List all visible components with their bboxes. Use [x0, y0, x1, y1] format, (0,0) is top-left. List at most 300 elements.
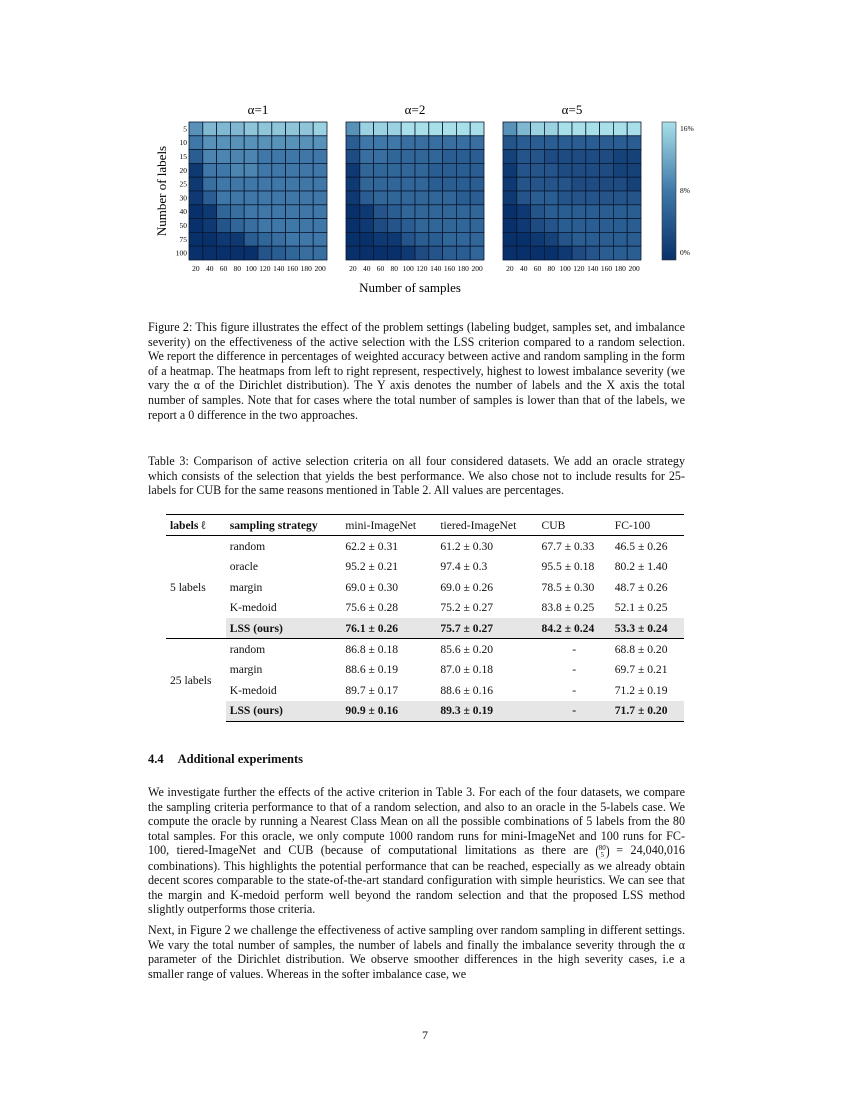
- heatmap-cell: [189, 232, 203, 246]
- panel-title: α=1: [247, 102, 269, 117]
- heatmap-cell: [544, 122, 558, 136]
- table-cell: 78.5 ± 0.30: [541, 580, 595, 594]
- heatmap-cell: [415, 136, 429, 150]
- table-caption: [148, 454, 685, 504]
- table-cell: 48.7 ± 0.26: [614, 580, 668, 594]
- table-row: [166, 557, 684, 577]
- page-number: 7: [422, 1028, 428, 1042]
- heatmap-cell: [627, 163, 641, 177]
- y-tick-label: 25: [179, 179, 187, 189]
- heatmap-cell: [360, 163, 374, 177]
- heatmap-cell: [544, 191, 558, 205]
- heatmap-cell: [503, 205, 517, 219]
- heatmap-cell: [230, 246, 244, 260]
- column-header: sampling strategy: [226, 515, 342, 536]
- x-tick-label: 80: [390, 264, 399, 273]
- heatmap-cell: [613, 150, 627, 164]
- heatmap-cell: [415, 232, 429, 246]
- heatmap-cell: [189, 205, 203, 219]
- heatmap-cell: [286, 205, 300, 219]
- table-cell: 69.0 ± 0.30: [345, 580, 399, 594]
- heatmap-cell: [189, 177, 203, 191]
- heatmap-cell: [299, 232, 313, 246]
- heatmap-cell: [415, 122, 429, 136]
- table-row: [166, 660, 684, 680]
- group-label: 5 labels: [170, 580, 206, 594]
- heatmap-cell: [374, 122, 388, 136]
- heatmap-cell: [217, 136, 231, 150]
- heatmap-cell: [600, 232, 614, 246]
- heatmap-cell: [203, 219, 217, 233]
- heatmap-cell: [544, 177, 558, 191]
- table-cell: K-medoid: [229, 601, 277, 615]
- heatmap-cell: [346, 163, 360, 177]
- heatmap-cell: [627, 150, 641, 164]
- heatmap-cell: [517, 205, 531, 219]
- heatmap-cell: [313, 177, 327, 191]
- table-cell: K-medoid: [229, 683, 277, 697]
- panel-title: α=5: [561, 102, 583, 117]
- heatmap-cell: [443, 191, 457, 205]
- heatmap-cell: [374, 205, 388, 219]
- heatmap-cell: [600, 219, 614, 233]
- heatmap-cell: [203, 232, 217, 246]
- x-axis-label: Number of samples: [359, 280, 461, 295]
- binom-bottom: 5: [600, 850, 604, 859]
- heatmap-cell: [443, 219, 457, 233]
- heatmap-cell: [415, 177, 429, 191]
- heatmap-cell: [299, 163, 313, 177]
- heatmap-cell: [387, 219, 401, 233]
- heatmap-cell: [456, 246, 470, 260]
- heatmap-cell: [627, 246, 641, 260]
- heatmap-cell: [544, 205, 558, 219]
- heatmap-cell: [544, 163, 558, 177]
- heatmap-cell: [272, 136, 286, 150]
- heatmap-cell: [189, 136, 203, 150]
- heatmap-cell: [401, 163, 415, 177]
- heatmap-cell: [374, 150, 388, 164]
- heatmap-cell: [544, 246, 558, 260]
- heatmap-cell: [517, 136, 531, 150]
- heatmap-cell: [387, 136, 401, 150]
- figure-caption: [148, 320, 685, 428]
- heatmap-cell: [456, 163, 470, 177]
- heatmap-cell: [401, 150, 415, 164]
- heatmap-cell: [346, 246, 360, 260]
- heatmap-cell: [517, 163, 531, 177]
- heatmap-cell: [258, 177, 272, 191]
- heatmap-cell: [613, 122, 627, 136]
- x-tick-label: 40: [519, 264, 528, 273]
- heatmap-cell: [313, 232, 327, 246]
- heatmap-cell: [517, 150, 531, 164]
- heatmap-cell: [244, 191, 258, 205]
- table-cell: 88.6 ± 0.19: [345, 663, 399, 677]
- binomial-coefficient: [596, 845, 609, 859]
- y-tick-label: 5: [183, 124, 187, 134]
- heatmap-cell: [189, 150, 203, 164]
- x-tick-label: 20: [506, 264, 514, 273]
- heatmap-cell: [360, 177, 374, 191]
- table-cell: 85.6 ± 0.20: [436, 639, 537, 660]
- heatmap-cell: [531, 191, 545, 205]
- heatmap-cell: [456, 122, 470, 136]
- x-tick-label: 60: [219, 264, 228, 273]
- heatmap-cell: [387, 177, 401, 191]
- heatmap-cell: [531, 177, 545, 191]
- heatmap-cell: [470, 191, 484, 205]
- heatmap-cell: [443, 232, 457, 246]
- heatmap-cell: [360, 122, 374, 136]
- heatmap-cell: [456, 150, 470, 164]
- heatmap-cell: [627, 191, 641, 205]
- column-header: CUB: [538, 515, 611, 536]
- panel-title: α=2: [404, 102, 426, 117]
- heatmap-cell: [600, 246, 614, 260]
- x-tick-label: 100: [245, 264, 257, 273]
- heatmap-cell: [613, 246, 627, 260]
- heatmap-cell: [299, 205, 313, 219]
- table-cell: 71.2 ± 0.19: [614, 683, 668, 697]
- table-cell: 53.3 ± 0.24: [611, 618, 684, 639]
- table-cell: 46.5 ± 0.26: [614, 540, 668, 554]
- heatmap-cell: [429, 177, 443, 191]
- table-cell: random: [226, 639, 342, 660]
- heatmap-cell: [470, 219, 484, 233]
- table-cell: LSS (ours): [226, 701, 342, 722]
- heatmap-cell: [217, 191, 231, 205]
- heatmap-cell: [558, 150, 572, 164]
- x-tick-label: 200: [471, 264, 483, 273]
- heatmap-cell: [443, 205, 457, 219]
- x-tick-label: 20: [349, 264, 357, 273]
- heatmap-cell: [572, 232, 586, 246]
- heatmap-cell: [572, 150, 586, 164]
- table-cell: 75.6 ± 0.28: [345, 601, 399, 615]
- heatmap-cell: [627, 177, 641, 191]
- heatmap-cell: [586, 191, 600, 205]
- heatmap-cell: [203, 191, 217, 205]
- heatmap-cell: [503, 150, 517, 164]
- heatmap-cell: [286, 246, 300, 260]
- heatmap-cell: [470, 205, 484, 219]
- heatmap-cell: [272, 232, 286, 246]
- x-tick-label: 140: [273, 264, 285, 273]
- x-tick-label: 40: [205, 264, 214, 273]
- heatmap-cell: [272, 122, 286, 136]
- heatmap-cell: [272, 191, 286, 205]
- heatmap-cell: [586, 177, 600, 191]
- heatmap-cell: [286, 136, 300, 150]
- heatmap-cell: [429, 150, 443, 164]
- heatmap-cell: [230, 232, 244, 246]
- heatmap-cell: [258, 122, 272, 136]
- table-cell: oracle: [229, 560, 259, 574]
- table-row: [166, 701, 684, 722]
- heatmap-cell: [627, 136, 641, 150]
- x-tick-label: 60: [533, 264, 542, 273]
- heatmap-cell: [401, 191, 415, 205]
- heatmap-cell: [346, 177, 360, 191]
- heatmap-cell: [230, 163, 244, 177]
- heatmap-cell: [558, 177, 572, 191]
- table-cell: 68.8 ± 0.20: [611, 639, 684, 660]
- y-axis-label: Number of labels: [154, 145, 169, 237]
- heatmap-cell: [586, 136, 600, 150]
- heatmap-cell: [217, 219, 231, 233]
- heatmap-cell: [346, 136, 360, 150]
- heatmap-cell: [443, 177, 457, 191]
- heatmap-cell: [360, 219, 374, 233]
- heatmap-cell: [600, 136, 614, 150]
- heatmap-cell: [244, 232, 258, 246]
- heatmap-cell: [544, 136, 558, 150]
- heatmap-cell: [299, 122, 313, 136]
- heatmap-cell: [503, 232, 517, 246]
- x-tick-label: 180: [457, 264, 469, 273]
- heatmap-cell: [572, 122, 586, 136]
- heatmap-cell: [244, 122, 258, 136]
- heatmap-cell: [217, 246, 231, 260]
- heatmap-cell: [217, 232, 231, 246]
- heatmap-cell: [360, 232, 374, 246]
- column-header: tiered-ImageNet: [436, 515, 537, 536]
- heatmap-cell: [415, 219, 429, 233]
- heatmap-cell: [517, 122, 531, 136]
- heatmap-cell: [313, 219, 327, 233]
- table-cell: 88.6 ± 0.16: [440, 683, 494, 697]
- heatmap-cell: [299, 150, 313, 164]
- table-row: [166, 639, 684, 660]
- section-number: 4.4: [148, 752, 164, 766]
- heatmap-cell: [627, 205, 641, 219]
- heatmap-cell: [558, 232, 572, 246]
- table-cell: 83.8 ± 0.25: [541, 601, 595, 615]
- heatmap-cell: [586, 163, 600, 177]
- table-row: [166, 536, 684, 557]
- table-cell: 61.2 ± 0.30: [440, 540, 494, 554]
- table-cell: 52.1 ± 0.25: [614, 601, 668, 615]
- paragraph-2: Next, in Figure 2 we challenge the effectiveness of active sampling over random sampling in different settings. We vary the total number of samples, the number of labels and finally the imbalance severity through the α parameter of the Dirichlet distribution. We observe smoother differences in the high severity cases, i.e a smaller range of values. Whereas in the softer imbalance case, we: [148, 922, 685, 981]
- heatmap-cell: [346, 232, 360, 246]
- heatmap-cell: [503, 122, 517, 136]
- heatmap-cell: [299, 219, 313, 233]
- heatmap-cell: [258, 205, 272, 219]
- heatmap-cell: [360, 246, 374, 260]
- heatmap-cell: [313, 136, 327, 150]
- heatmap-cell: [503, 136, 517, 150]
- heatmap-cell: [272, 246, 286, 260]
- heatmap-cell: [313, 246, 327, 260]
- x-tick-label: 160: [600, 264, 613, 273]
- heatmap-cell: [443, 246, 457, 260]
- heatmap-cell: [299, 246, 313, 260]
- x-tick-label: 200: [628, 264, 640, 273]
- heatmap-cell: [456, 136, 470, 150]
- heatmap-cell: [531, 219, 545, 233]
- heatmap-cell: [272, 163, 286, 177]
- heatmap-cell: [558, 136, 572, 150]
- table-row: [166, 618, 684, 639]
- heatmap-cell: [531, 205, 545, 219]
- heatmap-cell: [286, 219, 300, 233]
- heatmap-cell: [517, 191, 531, 205]
- colorbar-tick-label: 0%: [680, 248, 690, 257]
- heatmap-cell: [346, 219, 360, 233]
- table-cell: 69.7 ± 0.21: [614, 663, 668, 677]
- heatmap-cell: [572, 191, 586, 205]
- heatmap-cell: [572, 219, 586, 233]
- heatmap-cell: [230, 205, 244, 219]
- paragraph-1: [148, 785, 685, 917]
- heatmap-cell: [429, 246, 443, 260]
- heatmap-cell: [374, 191, 388, 205]
- x-tick-label: 140: [587, 264, 599, 273]
- heatmap-cell: [613, 177, 627, 191]
- heatmap-cell: [244, 163, 258, 177]
- heatmap-cell: [244, 150, 258, 164]
- heatmap-cell: [272, 219, 286, 233]
- x-tick-label: 20: [192, 264, 200, 273]
- heatmap-cell: [387, 232, 401, 246]
- column-header: FC-100: [611, 515, 684, 536]
- table-cell: 86.8 ± 0.18: [341, 639, 436, 660]
- heatmap-cell: [258, 232, 272, 246]
- heatmap-cell: [203, 177, 217, 191]
- heatmap-cell: [613, 163, 627, 177]
- table-cell: random: [229, 540, 266, 554]
- table-cell: -: [538, 639, 611, 660]
- section-heading: [148, 752, 317, 767]
- heatmap-cell: [244, 219, 258, 233]
- heatmap-cell: [586, 150, 600, 164]
- heatmap-cell: [456, 191, 470, 205]
- heatmap-cell: [299, 136, 313, 150]
- y-tick-label: 75: [179, 234, 187, 244]
- heatmap-cell: [203, 163, 217, 177]
- heatmap-cell: [600, 150, 614, 164]
- heatmap-cell: [203, 136, 217, 150]
- heatmap-cell: [217, 205, 231, 219]
- heatmap-cell: [503, 219, 517, 233]
- heatmap-cell: [429, 232, 443, 246]
- heatmap-cell: [387, 246, 401, 260]
- table-cell: 75.7 ± 0.27: [436, 618, 537, 639]
- heatmap-cell: [374, 232, 388, 246]
- heatmap-cell: [286, 163, 300, 177]
- heatmap-cell: [387, 122, 401, 136]
- heatmap-cell: [230, 177, 244, 191]
- heatmap-cell: [503, 177, 517, 191]
- heatmap-cell: [572, 246, 586, 260]
- heatmap-cell: [286, 232, 300, 246]
- x-tick-label: 160: [443, 264, 456, 273]
- table-row: [166, 577, 684, 597]
- heatmap-cell: [272, 150, 286, 164]
- heatmap-cell: [429, 136, 443, 150]
- heatmap-cell: [503, 163, 517, 177]
- heatmap-cell: [429, 219, 443, 233]
- x-tick-label: 120: [573, 264, 585, 273]
- heatmap-cell: [230, 122, 244, 136]
- heatmap-cell: [470, 136, 484, 150]
- heatmap-cell: [429, 191, 443, 205]
- table-cell: margin: [229, 580, 263, 594]
- heatmap-cell: [572, 205, 586, 219]
- heatmap-cell: [360, 191, 374, 205]
- table-row: [166, 598, 684, 618]
- heatmap-cell: [531, 246, 545, 260]
- table-cell: 95.5 ± 0.18: [541, 560, 595, 574]
- heatmap-cell: [531, 150, 545, 164]
- heatmap-cell: [189, 246, 203, 260]
- table-row: [166, 680, 684, 700]
- heatmap-cell: [429, 122, 443, 136]
- heatmap-cell: [517, 232, 531, 246]
- heatmap-cell: [387, 150, 401, 164]
- table-cell: 95.2 ± 0.21: [345, 560, 399, 574]
- heatmap-cell: [374, 219, 388, 233]
- paragraph-1-part-b: = 24,040,016 combinations). This highlights the potential performance that can be reached, especially as we already obtain decent scores comparable to the state-of-the-art standard configuration with simple heuristics. We can see that the margin and K-medoid perform well beyond the random selection and that the proposed LSS method slightly outperforms those criteria.: [148, 843, 685, 917]
- x-tick-label: 140: [430, 264, 442, 273]
- y-tick-label: 40: [179, 207, 187, 217]
- colorbar-tick-label: 8%: [680, 186, 690, 195]
- heatmap-cell: [443, 150, 457, 164]
- colorbar-tick-label: 16%: [680, 124, 694, 133]
- heatmap-cell: [558, 205, 572, 219]
- heatmap-cell: [586, 122, 600, 136]
- heatmap-cell: [217, 177, 231, 191]
- x-tick-label: 100: [402, 264, 414, 273]
- heatmap-cell: [189, 191, 203, 205]
- heatmap-cell: [374, 246, 388, 260]
- table-cell: 62.2 ± 0.31: [345, 540, 399, 554]
- table-caption-text: Table 3: Comparison of active selection criteria on all four considered datasets. We add an oracle strategy which consists of the selection that yields the best performance. We also chose not to include results for 25-labels for CUB for the same reasons mentioned in Table 2. All values are percentages.: [148, 454, 685, 498]
- heatmap-cell: [456, 232, 470, 246]
- heatmap-cell: [517, 177, 531, 191]
- y-tick-label: 50: [179, 221, 187, 230]
- heatmap-cell: [401, 246, 415, 260]
- heatmap-cell: [531, 163, 545, 177]
- paragraph-1-part-a: We investigate further the effects of the active criterion in Table 3. For each of the four datasets, we compare the sampling criteria performance to that of a random selection, and also to an oracle in the 5-labels case. We compute the oracle by running a Nearest Class Mean on all the possible combinations of 5 labels from the 80 total samples. For this oracle, we only compute 1000 random runs for mini-ImageNet and 100 runs for FC-100, tiered-ImageNet and CUB (because of computational limitations as there are: [148, 785, 685, 858]
- heatmap-cell: [258, 219, 272, 233]
- heatmap-cell: [503, 246, 517, 260]
- heatmap-cell: [572, 177, 586, 191]
- heatmap-cell: [346, 150, 360, 164]
- heatmap-cell: [313, 122, 327, 136]
- table-cell: 89.3 ± 0.19: [436, 701, 537, 722]
- heatmap-cell: [286, 122, 300, 136]
- heatmap-cell: [517, 219, 531, 233]
- heatmap-cell: [544, 219, 558, 233]
- group-label: 25 labels: [166, 639, 226, 722]
- heatmap-cell: [346, 191, 360, 205]
- heatmap-cell: [531, 136, 545, 150]
- heatmap-cell: [374, 163, 388, 177]
- heatmap-cell: [360, 205, 374, 219]
- heatmap-cell: [586, 246, 600, 260]
- column-header: labels ℓ: [166, 515, 226, 536]
- heatmap-cell: [272, 205, 286, 219]
- table-cell: 69.0 ± 0.26: [440, 580, 494, 594]
- heatmap-cell: [258, 136, 272, 150]
- heatmap-cell: [429, 163, 443, 177]
- heatmap-cell: [313, 150, 327, 164]
- heatmap-cell: [443, 122, 457, 136]
- heatmap-cell: [470, 163, 484, 177]
- x-tick-label: 120: [259, 264, 271, 273]
